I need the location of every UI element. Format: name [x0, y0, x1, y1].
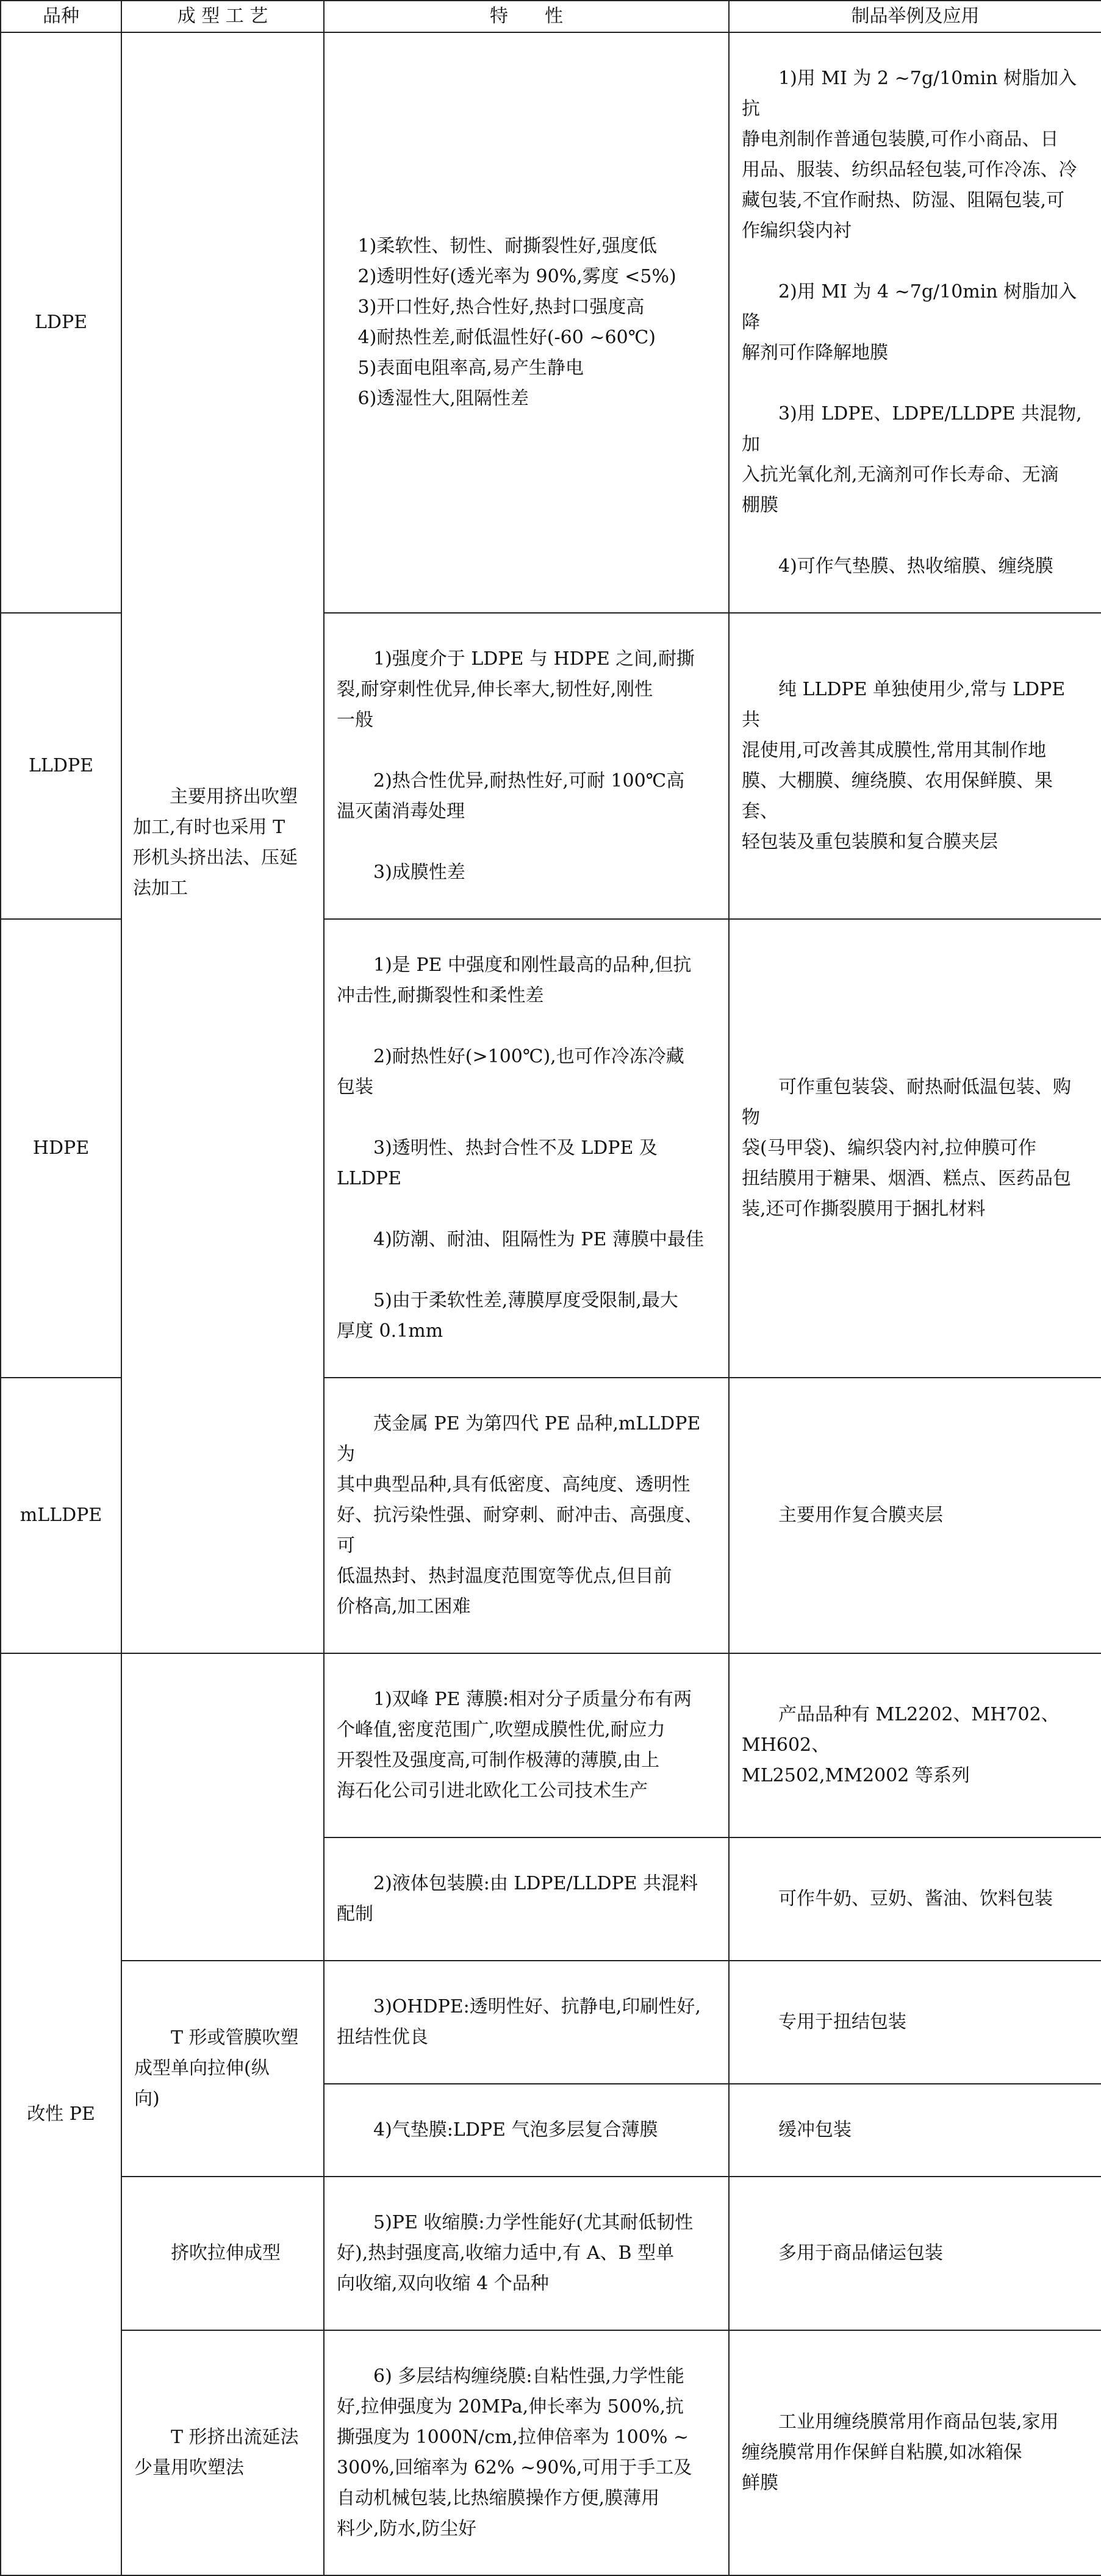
application-item: 可作重包装袋、耐热耐低温包装、购物 袋(马甲袋)、编织袋内衬,拉伸膜可作 扭结膜用于糖果、烟酒、糕点、医药品包 装,还可作撕裂膜用于捆扎材料	[742, 1076, 1071, 1220]
variety-lldpe: LLDPE	[1, 613, 121, 919]
properties-modified-2: 2)液体包装膜:由 LDPE/LLDPE 共混料 配制	[324, 1837, 729, 1961]
process-t-tube: T 形或管膜吹塑 成型单向拉伸(纵 向)	[121, 1961, 324, 2177]
header-row	[1, 1, 1101, 32]
property-item: 4)耐热性差,耐低温性好(-60 ~60℃)	[357, 327, 656, 348]
property-item: 5)由于柔软性差,薄膜厚度受限制,最大 厚度 0.1mm	[337, 1290, 678, 1342]
table-row-modified-1	[1, 1653, 1101, 1837]
properties-modified-6: 6) 多层结构缠绕膜:自粘性强,力学性能 好,拉伸强度为 20MPa,伸长率为 500%,抗 撕强度为 1000N/cm,拉伸倍率为 100% ~ 300%,回缩率为 62% ~90%,可用于手工及 自动机械包装,比热缩膜操作方便,膜薄用 料少,防水,防尘好	[324, 2330, 729, 2575]
process-t-cast: T 形挤出流延法 少量用吹塑法	[121, 2330, 324, 2575]
application-item: 纯 LLDPE 单独使用少,常与 LDPE 共 混使用,可改善其成膜性,常用其制作地 膜、大棚膜、缠绕膜、农用保鲜膜、果套、 轻包装及重包装膜和复合膜夹层	[742, 679, 1066, 853]
applications-hdpe	[729, 919, 1101, 1378]
variety-hdpe: HDPE	[1, 919, 121, 1378]
application-item: 3)用 LDPE、LDPE/LLDPE 共混物,加 入抗光氧化剂,无滴剂可作长寿命、无滴 棚膜	[742, 403, 1082, 516]
property-item: 2)热合性优异,耐热性好,可耐 100℃高 温灭菌消毒处理	[337, 770, 685, 822]
applications-modified-5: 多用于商品储运包装	[729, 2177, 1101, 2330]
table-row-modified-6	[1, 2330, 1101, 2575]
application-item: 4)可作气垫膜、热收缩膜、缠绕膜	[778, 556, 1053, 577]
header-applications: 制品举例及应用	[729, 1, 1101, 32]
properties-modified-3: 3)OHDPE:透明性好、抗静电,印刷性好, 扭结性优良	[324, 1961, 729, 2084]
property-item: 4)防潮、耐油、阻隔性为 PE 薄膜中最佳	[373, 1229, 704, 1250]
property-item: 1)柔软性、韧性、耐撕裂性好,强度低	[357, 235, 657, 257]
properties-modified-4: 4)气垫膜:LDPE 气泡多层复合薄膜	[324, 2084, 729, 2177]
table-row-ldpe	[1, 32, 1101, 613]
process-main: 主要用挤出吹塑 加工,有时也采用 T 形机头挤出法、压延 法加工	[121, 32, 324, 1653]
properties-hdpe	[324, 919, 729, 1378]
applications-modified-1: 产品品种有 ML2202、MH702、MH602、 ML2502,MM2002 等系列	[729, 1653, 1101, 1837]
property-item: 3)成膜性差	[373, 862, 465, 883]
header-process: 成 型 工 艺	[121, 1, 324, 32]
process-extrusion-stretch: 挤吹拉伸成型	[121, 2177, 324, 2330]
application-item: 主要用作复合膜夹层	[778, 1504, 943, 1526]
property-item: 2)透明性好(透光率为 90%,雾度 <5%)	[357, 266, 676, 287]
property-item: 1)强度介于 LDPE 与 HDPE 之间,耐撕 裂,耐穿刺性优异,伸长率大,韧性好,刚性 一般	[337, 648, 695, 731]
properties-lldpe	[324, 613, 729, 919]
applications-mlldpe	[729, 1378, 1101, 1653]
property-item: 2)耐热性好(>100℃),也可作冷冻冷藏 包装	[337, 1046, 684, 1098]
property-item: 茂金属 PE 为第四代 PE 品种,mLLDPE 为 其中典型品种,具有低密度、高纯度、透明性 好、抗污染性强、耐穿刺、耐冲击、高强度、可 低温热封、热封温度范围宽等优点,但目前 价格高,加工困难	[337, 1413, 703, 1617]
applications-modified-3: 专用于扭结包装	[729, 1961, 1101, 2084]
properties-modified-5: 5)PE 收缩膜:力学性能好(尤其耐低韧性 好),热封强度高,收缩力适中,有 A、B 型单 向收缩,双向收缩 4 个品种	[324, 2177, 729, 2330]
applications-modified-2: 可作牛奶、豆奶、酱油、饮料包装	[729, 1837, 1101, 1961]
header-properties: 特 性	[324, 1, 729, 32]
properties-ldpe	[324, 32, 729, 613]
property-item: 1)是 PE 中强度和刚性最高的品种,但抗 冲击性,耐撕裂性和柔性差	[337, 954, 692, 1006]
property-item: 3)透明性、热封合性不及 LDPE 及 LLDPE	[337, 1137, 658, 1189]
properties-mlldpe	[324, 1378, 729, 1653]
application-item: 1)用 MI 为 2 ~7g/10min 树脂加入抗 静电剂制作普通包装膜,可作小商品、日 用品、服装、纺织品轻包装,可作冷冻、冷 藏包装,不宜作耐热、防湿、阻隔包装,可 作编织袋内衬	[742, 68, 1077, 242]
applications-ldpe	[729, 32, 1101, 613]
variety-modified: 改性 PE	[1, 1653, 121, 2575]
process-modified-blank	[121, 1653, 324, 1961]
table-row-modified-5	[1, 2177, 1101, 2330]
applications-modified-6: 工业用缠绕膜常用作商品包装,家用 缠绕膜常用作保鲜自粘膜,如冰箱保 鲜膜	[729, 2330, 1101, 2575]
header-variety: 品种	[1, 1, 121, 32]
table-row-modified-3	[1, 1961, 1101, 2084]
variety-mlldpe: mLLDPE	[1, 1378, 121, 1653]
property-item: 3)开口性好,热合性好,热封口强度高	[357, 296, 645, 318]
variety-ldpe: LDPE	[1, 32, 121, 613]
applications-lldpe	[729, 613, 1101, 919]
applications-modified-4: 缓冲包装	[729, 2084, 1101, 2177]
property-item: 5)表面电阻率高,易产生静电	[357, 357, 584, 379]
properties-modified-1: 1)双峰 PE 薄膜:相对分子质量分布有两 个峰值,密度范围广,吹塑成膜性优,耐应力 开裂性及强度高,可制作极薄的薄膜,由上 海石化公司引进北欧化工公司技术生产	[324, 1653, 729, 1837]
property-item: 6)透湿性大,阻隔性差	[357, 388, 529, 409]
application-item: 2)用 MI 为 4 ~7g/10min 树脂加入降 解剂可作降解地膜	[742, 281, 1077, 363]
